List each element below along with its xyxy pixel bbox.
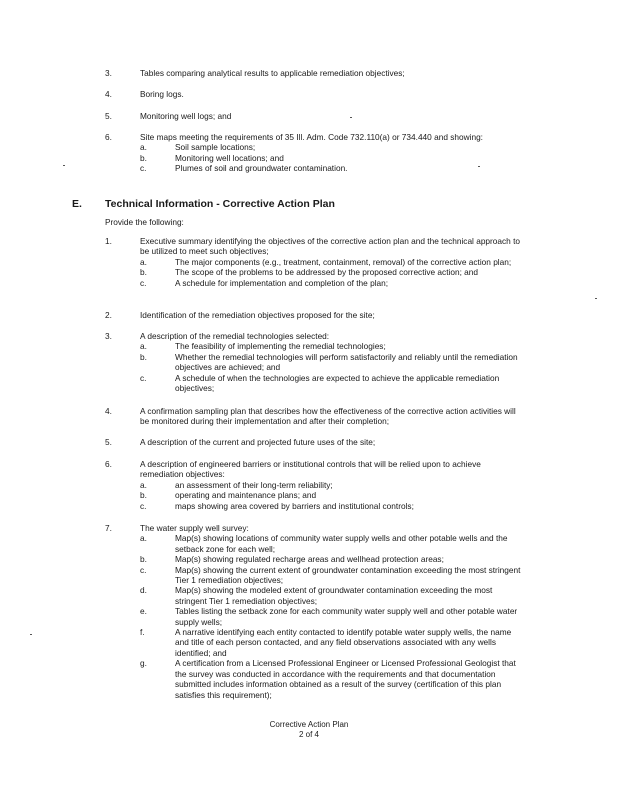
sub-item-label: a.: [140, 533, 147, 544]
item-text: Monitoring well logs; and: [140, 111, 232, 121]
list-item-7: [105, 523, 525, 700]
item-text: Identification of the remediation objectives proposed for the site;: [140, 310, 375, 320]
sub-item: [140, 163, 525, 173]
sub-item: [140, 153, 525, 163]
item-text: A description of engineered barriers or institutional controls that will be relied upon to achieve remediation objectives:: [140, 459, 481, 480]
section-title: Technical Information - Corrective Action Plan: [105, 198, 335, 210]
list-item-3: [105, 331, 525, 393]
item-text: Executive summary identifying the objectives of the corrective action plan and the technical approach to be utilized to meet such objectives;: [140, 236, 521, 257]
sub-item: [140, 341, 525, 351]
scan-speck: [30, 634, 32, 635]
item-number: 4.: [105, 406, 112, 416]
sub-item-text: Soil sample locations;: [175, 142, 256, 153]
sub-item-text: an assessment of their long-term reliability;: [175, 479, 333, 490]
sub-item-label: b.: [140, 267, 147, 278]
list-item-prev-6: [105, 132, 525, 174]
footer-doc-title: Corrective Action Plan: [269, 720, 349, 729]
sub-item-label: b.: [140, 351, 147, 362]
section-letter: E.: [72, 198, 82, 210]
sub-item: [140, 267, 525, 277]
sub-item-text: Map(s) showing locations of community water supply wells and other potable wells and the setback zone for each well;: [175, 533, 508, 554]
item-number: 6.: [105, 459, 112, 469]
list-item-4: [105, 406, 525, 427]
sub-item-text: Whether the remedial technologies will perform satisfactorily and reliably until the remediation objectives are achieved; and: [175, 351, 518, 373]
item-text: Tables comparing analytical results to applicable remediation objectives;: [140, 68, 405, 78]
sub-item: [140, 501, 525, 511]
list-item-6: [105, 459, 525, 511]
item-number: 2.: [105, 310, 112, 320]
sub-item: [140, 533, 525, 554]
sub-item: [140, 373, 525, 394]
sub-item-text: Plumes of soil and groundwater contamination.: [175, 163, 348, 174]
item-number: 3.: [105, 331, 112, 341]
sub-item: [140, 142, 525, 152]
item-number: 5.: [105, 437, 112, 447]
item-text: Site maps meeting the requirements of 35 Ill. Adm. Code 732.110(a) or 734.440 and showing:: [140, 132, 483, 142]
sub-item-text: operating and maintenance plans; and: [175, 490, 317, 501]
sub-item-label: a.: [140, 341, 147, 352]
item-number: 4.: [105, 89, 112, 99]
scan-speck: [350, 117, 352, 118]
sub-item-label: g.: [140, 658, 147, 669]
sub-item-text: Map(s) showing regulated recharge areas and wellhead protection areas;: [175, 554, 444, 565]
sub-item-text: maps showing area covered by barriers and institutional controls;: [175, 500, 414, 511]
scan-speck: [595, 298, 597, 299]
sub-item-text: The scope of the problems to be addressed by the proposed corrective action; and: [175, 267, 479, 278]
sub-item-label: a.: [140, 479, 147, 490]
item-number: 1.: [105, 236, 112, 246]
sub-item-label: f.: [140, 627, 145, 638]
sub-item-label: c.: [140, 564, 147, 575]
list-item-prev-5: [105, 111, 525, 121]
item-number: 6.: [105, 132, 112, 142]
sub-item: [140, 554, 525, 564]
sub-item-text: A narrative identifying each entity contacted to identify potable water supply wells, the name and title of each person contacted, and any field observations associated with any wells identified; and: [175, 627, 512, 658]
sub-item: [140, 606, 525, 627]
sub-item-text: Monitoring well locations; and: [175, 152, 284, 163]
item-text: A description of the remedial technologies selected:: [140, 331, 330, 341]
item-text: A confirmation sampling plan that describes how the effectiveness of the corrective action activities will be monitored during their implementation and after their completion;: [140, 406, 516, 427]
sub-item: [140, 352, 525, 373]
sub-item-label: d.: [140, 585, 147, 596]
list-item-2: [105, 310, 525, 320]
list-item-prev-4: [105, 89, 525, 99]
sub-item-text: A schedule for implementation and completion of the plan;: [175, 277, 389, 288]
list-item-5: [105, 437, 525, 447]
scan-speck: [63, 165, 65, 166]
sub-item-label: a.: [140, 142, 147, 153]
item-number: 3.: [105, 68, 112, 78]
item-number: 7.: [105, 523, 112, 533]
sub-item-label: a.: [140, 256, 147, 267]
sub-item-text: Tables listing the setback zone for each community water supply well and other potable water supply wells;: [175, 606, 518, 627]
sub-item: [140, 658, 525, 700]
sub-item-text: The major components (e.g., treatment, containment, removal) of the corrective action plan;: [175, 256, 512, 267]
sub-item-label: b.: [140, 152, 147, 163]
sub-item-label: b.: [140, 554, 147, 565]
item-text: A description of the current and projected future uses of the site;: [140, 437, 376, 447]
sub-item: [140, 565, 525, 586]
sub-item: [140, 490, 525, 500]
sub-item-text: Map(s) showing the current extent of groundwater contamination exceeding the most stringent Tier 1 remediation objectives;: [175, 564, 521, 586]
sub-item-label: b.: [140, 490, 147, 501]
sub-item-label: c.: [140, 500, 147, 511]
sub-item: [140, 585, 525, 606]
sub-item: [140, 480, 525, 490]
sub-item-label: c.: [140, 372, 147, 383]
sub-item-label: c.: [140, 277, 147, 288]
sub-item: [140, 257, 525, 267]
item-number: 5.: [105, 111, 112, 121]
footer-page-number: 2 of 4: [298, 730, 319, 739]
scan-speck: [478, 166, 480, 167]
sub-item: [140, 627, 525, 658]
list-item-1: [105, 236, 525, 288]
sub-item-text: The feasibility of implementing the remedial technologies;: [175, 341, 386, 352]
sub-item: [140, 278, 525, 288]
list-item-prev-3: [105, 68, 525, 78]
sub-item-text: A certification from a Licensed Professional Engineer or Licensed Professional Geologist that the survey was conducted in accordance with the requirements and that documentation submitted includes information obtained as a result of the survey (certification of this plan satisfies this requirement);: [175, 658, 516, 700]
item-text: The water supply well survey:: [140, 523, 249, 533]
sub-item-label: e.: [140, 606, 147, 617]
sub-item-text: Map(s) showing the modeled extent of groundwater contamination exceeding the most stringent Tier 1 remediation objectives;: [175, 585, 493, 606]
sub-item-text: A schedule of when the technologies are expected to achieve the applicable remediation objectives;: [175, 372, 500, 394]
section-intro: Provide the following:: [105, 217, 184, 227]
item-text: Boring logs.: [140, 89, 184, 99]
sub-item-label: c.: [140, 163, 147, 174]
